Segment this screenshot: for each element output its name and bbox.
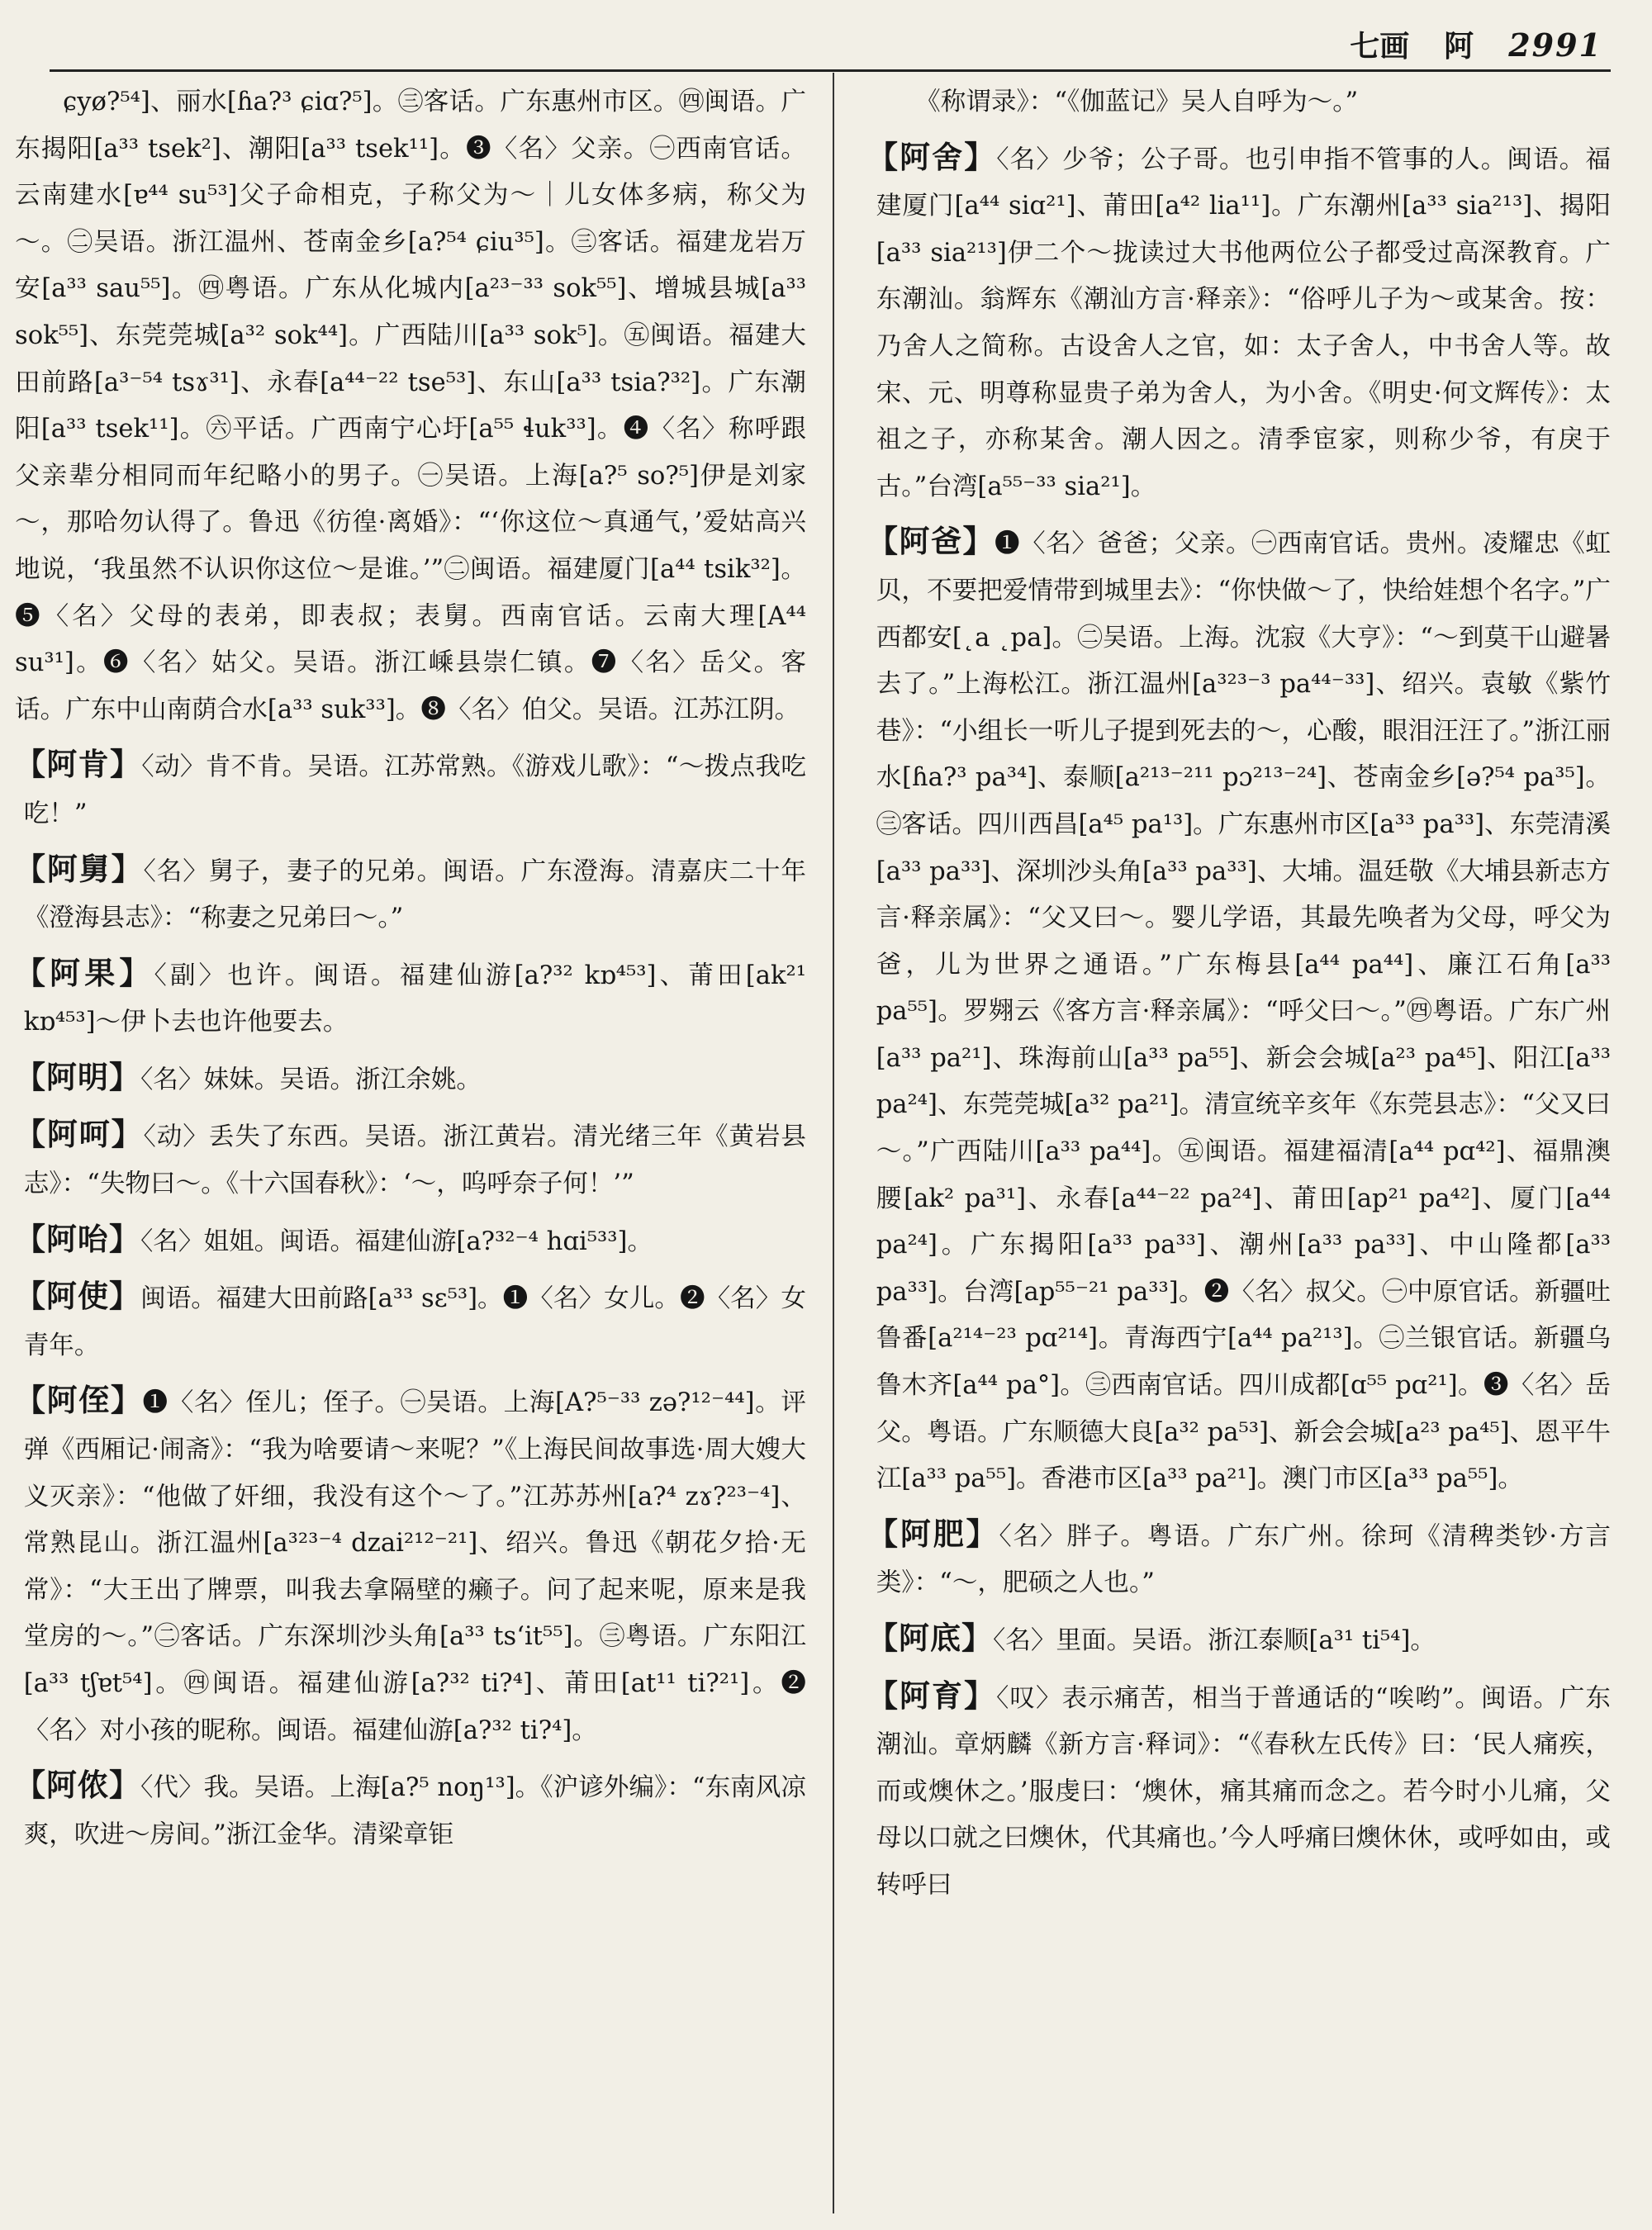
entry-definition: 《称谓录》：“《伽蓝记》吴人自呼为～。” — [915, 88, 1359, 116]
dictionary-entry — [867, 518, 1611, 1502]
dictionary-entry — [15, 950, 806, 1046]
dictionary-entry — [15, 79, 806, 733]
entry-headword: 【阿侬】 — [15, 1767, 141, 1804]
header-rule — [50, 69, 1611, 72]
dictionary-entry — [15, 846, 806, 942]
right-column — [867, 79, 1611, 2230]
entry-definition: 〈叹〉表示痛苦，相当于普通话的“唉哟”。闽语。广东潮汕。章炳麟《新方言·释词》：“《春秋左氏传》曰：‘民人痛疾，而或燠休之。’服虔曰：‘燠休，痛其痛而念之。若今时小儿痛，父母以口就之曰燠休，代其痛也。’今人呼痛曰燠休休，或呼如由，或转呼曰 — [876, 1683, 1611, 1900]
entry-headword: 【阿育】 — [867, 1677, 997, 1714]
dictionary-entry — [867, 79, 1611, 126]
entry-headword: 【阿明】 — [15, 1058, 140, 1095]
dictionary-entry — [15, 1762, 806, 1858]
entry-definition: 〈名〉舅子，妻子的兄弟。闽语。广东澄海。清嘉庆二十年《澄海县志》：“称妻之兄弟曰～。” — [23, 856, 806, 933]
entry-definition: 闽语。福建大田前路[a³³ sɛ⁵³]。❶〈名〉女儿。❷〈名〉女青年。 — [23, 1284, 806, 1360]
dictionary-entry — [15, 1111, 806, 1208]
entry-definition: 〈名〉胖子。粤语。广东广州。徐珂《清稗类钞·方言类》：“～，肥硕之人也。” — [876, 1521, 1611, 1598]
page-number: 2991 — [1508, 26, 1602, 64]
entry-headword: 【阿肯】 — [15, 746, 142, 783]
dictionary-entry — [867, 1615, 1611, 1665]
dictionary-entry — [15, 1377, 806, 1754]
column-divider — [833, 73, 834, 2213]
entry-definition: 〈代〉我。吴语。上海[a?⁵ noŋ¹³]。《沪谚外编》：“东南风凉爽，吹进～房间。”浙江金华。清梁章钜 — [23, 1773, 806, 1849]
entry-headword: 【阿侄】 — [15, 1382, 143, 1419]
page-header — [892, 23, 1602, 63]
entry-definition: ❶〈名〉侄儿；侄子。㊀吴语。上海[A?⁵⁻³³ zə?¹²⁻⁴⁴]。评弹《西厢记·闹斋》：“我为啥要请～来呢？”《上海民间故事选·周大嫂大义灭亲》：“他做了奸细，我没有这个～了。”江苏苏州[a?⁴ zɤ?²³⁻⁴]、常熟昆山。浙江温州[a³²³⁻⁴ dzai²¹²⁻²¹]、绍兴。鲁迅《朝花夕拾·无常》：“大王出了牌票，叫我去拿隔壁的癞子。问了起来呢，原来是我堂房的～。”㊁客话。广东深圳沙头角[a³³ tsʻit⁵⁵]。㊂粤语。广东阳江[a³³ tʃɐt⁵⁴]。㊃闽语。福建仙游[a?³² ti?⁴]、莆田[at¹¹ ti?²¹]。❷〈名〉对小孩的昵称。闽语。福建仙游[a?³² ti?⁴]。 — [23, 1388, 806, 1745]
entry-headword: 【阿使】 — [15, 1278, 141, 1315]
entry-headword: 【阿肥】 — [867, 1515, 999, 1552]
dictionary-entry — [867, 134, 1611, 511]
dictionary-entry — [15, 1216, 806, 1266]
entry-definition: 〈副〉也许。闽语。福建仙游[a?³² kɒ⁴⁵³]、莆田[ak²¹ kɒ⁴⁵³]～伊卜去也许他要去。 — [23, 961, 806, 1037]
entry-definition: 〈动〉肯不肯。吴语。江苏常熟。《游戏儿歌》：“～拨点我吃吃！” — [23, 752, 806, 828]
entry-headword: 【阿底】 — [867, 1620, 993, 1656]
dictionary-entry — [15, 741, 806, 837]
entry-definition: ɕyø?⁵⁴]、丽水[ɦa?³ ɕiɑ?⁵]。㊂客话。广东惠州市区。㊃闽语。广东揭阳[a³³ tsek²]、潮阳[a³³ tsek¹¹]。❸〈名〉父亲。㊀西南官话。云南建水[ɐ⁴⁴ su⁵³]父子命相克，子称父为～｜儿女体多病，称父为～。㊁吴语。浙江温州、苍南金乡[a?⁵⁴ ɕiu³⁵]。㊂客话。福建龙岩万安[a³³ sau⁵⁵]。㊃粤语。广东从化城内[a²³⁻³³ sok⁵⁵]、增城县城[a³³ sok⁵⁵]、东莞莞城[a³² sok⁴⁴]。广西陆川[a³³ sok⁵]。㊄闽语。福建大田前路[a³⁻⁵⁴ tsɤ³¹]、永春[a⁴⁴⁻²² tse⁵³]、东山[a³³ tsia?³²]。广东潮阳[a³³ tsek¹¹]。㊅平话。广西南宁心圩[a⁵⁵ ɬuk³³]。❹〈名〉称呼跟父亲辈分相同而年纪略小的男子。㊀吴语。上海[a?⁵ so?⁵]伊是刘家～，那哈勿认得了。鲁迅《彷徨·离婚》：“‘你这位～真通气，’爱姑高兴地说，‘我虽然不认识你这位～是谁。’”㊁闽语。福建厦门[a⁴⁴ tsik³²]。❺〈名〉父母的表弟，即表叔；表舅。西南官话。云南大理[A⁴⁴ su³¹]。❻〈名〉姑父。吴语。浙江嵊县崇仁镇。❼〈名〉岳父。客话。广东中山南荫合水[a³³ suk³³]。❽〈名〉伯父。吴语。江苏江阴。 — [15, 88, 806, 724]
entry-definition: 〈名〉里面。吴语。浙江泰顺[a³¹ ti⁵⁴]。 — [993, 1626, 1436, 1655]
dictionary-entry — [867, 1511, 1611, 1607]
entry-headword: 【阿舍】 — [867, 138, 997, 175]
entry-headword: 【阿舅】 — [15, 850, 144, 887]
dictionary-entry — [15, 1273, 806, 1369]
entry-definition: ❶〈名〉爸爸；父亲。㊀西南官话。贵州。凌耀忠《虹贝，不要把爱情带到城里去》：“你快做～了，快给娃想个名字。”广西都安[˛a ˛pa]。㊁吴语。上海。沈寂《大亨》：“～到莫干山避暑去了。”上海松江。浙江温州[a³²³⁻³ pa⁴⁴⁻³³]、绍兴。袁敏《紫竹巷》：“小组长一听儿子提到死去的～，心酸，眼泪汪汪了。”浙江丽水[ɦa?³ pa³⁴]、泰顺[a²¹³⁻²¹¹ pɔ²¹³⁻²⁴]、苍南金乡[ə?⁵⁴ pa³⁵]。㊂客话。四川西昌[a⁴⁵ pa¹³]。广东惠州市区[a³³ pa³³]、东莞清溪[a³³ pa³³]、深圳沙头角[a³³ pa³³]、大埔。温廷敬《大埔县新志方言·释亲属》：“父又曰～。婴儿学语，其最先唤者为父母，呼父为爸，儿为世界之通语。”广东梅县[a⁴⁴ pa⁴⁴]、廉江石角[a³³ pa⁵⁵]。罗翙云《客方言·释亲属》：“呼父曰～。”㊃粤语。广东广州[a³³ pa²¹]、珠海前山[a³³ pa⁵⁵]、新会会城[a²³ pa⁴⁵]、阳江[a³³ pa²⁴]、东莞莞城[a³² pa²¹]。清宣统辛亥年《东莞县志》：“父又曰～。”广西陆川[a³³ pa⁴⁴]。㊄闽语。福建福清[a⁴⁴ pɑ⁴²]、福鼎澳腰[ak² pa³¹]、永春[a⁴⁴⁻²² pa²⁴]、莆田[ap²¹ pa⁴²]、厦门[a⁴⁴ pa²⁴]。广东揭阳[a³³ pa³³]、潮州[a³³ pa³³]、中山隆都[a³³ pa³³]。台湾[ap⁵⁵⁻²¹ pa³³]。❷〈名〉叔父。㊀中原官话。新疆吐鲁番[a²¹⁴⁻²³ pɑ²¹⁴]。青海西宁[a⁴⁴ pa²¹³]。㊁兰银官话。新疆乌鲁木齐[a⁴⁴ pa°]。㊂西南官话。四川成都[ɑ⁵⁵ pɑ²¹]。❸〈名〉岳父。粤语。广东顺德大良[a³² pa⁵³]、新会会城[a²³ pa⁴⁵]、恩平牛江[a³³ pa⁵⁵]。香港市区[a³³ pa²¹]。澳门市区[a³³ pa⁵⁵]。 — [876, 529, 1611, 1494]
entry-headword: 【阿爸】 — [867, 523, 995, 560]
left-column — [15, 79, 806, 2230]
entry-definition: 〈名〉妹妹。吴语。浙江余姚。 — [140, 1065, 482, 1094]
section-label: 七画 — [1350, 29, 1410, 64]
entry-headword: 【阿咍】 — [15, 1220, 140, 1257]
dictionary-entry — [867, 1672, 1611, 1910]
entry-definition: 〈名〉姐姐。闽语。福建仙游[a?³²⁻⁴ hɑi⁵³³]。 — [140, 1226, 653, 1256]
entry-definition: 〈动〉丢失了东西。吴语。浙江黄岩。清光绪三年《黄岩县志》：“失物曰～。《十六国春秋》：‘～，呜呼奈子何！’” — [23, 1122, 806, 1199]
entry-headword: 【阿果】 — [15, 954, 154, 991]
dictionary-entry — [15, 1054, 806, 1104]
header-char: 阿 — [1444, 29, 1474, 64]
entry-headword: 【阿呵】 — [15, 1116, 144, 1153]
entry-definition: 〈名〉少爷；公子哥。也引申指不管事的人。闽语。福建厦门[a⁴⁴ siɑ²¹]、莆田[a⁴² lia¹¹]。广东潮州[a³³ sia²¹³]、揭阳[a³³ sia²¹³]伊二个～拢读过大书他两位公子都受过高深教育。广东潮汕。翁辉东《潮汕方言·释亲》：“俗呼儿子为～或某舍。按：乃舍人之简称。古设舍人之官，如：太子舍人，中书舍人等。故宋、元、明尊称显贵子弟为舍人，为小舍。《明史·何文辉传》：太祖之子，亦称某舍。潮人因之。清季宦家，则称少爷，有戾于古。”台湾[a⁵⁵⁻³³ sia²¹]。 — [876, 145, 1611, 501]
